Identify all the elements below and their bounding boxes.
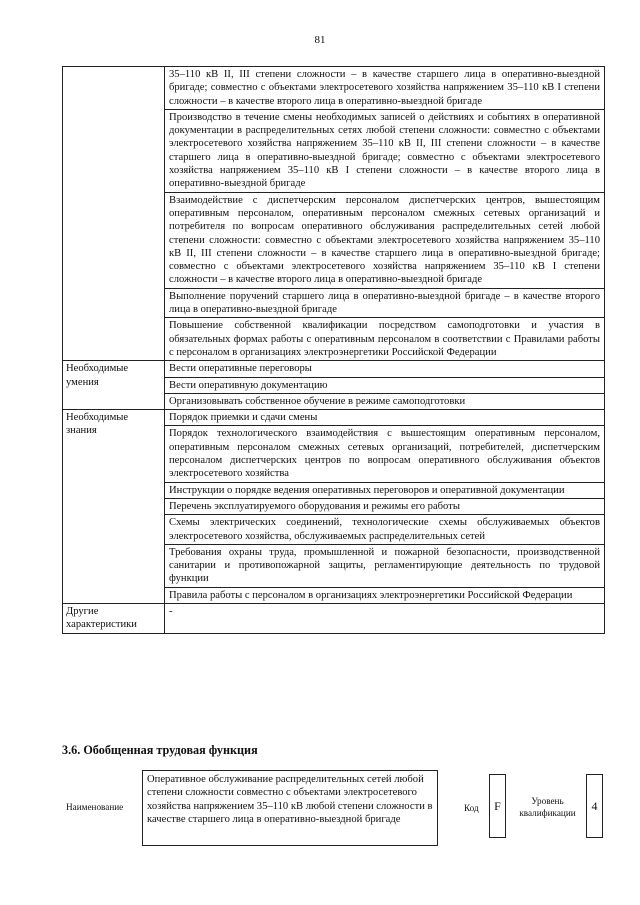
table-row — [63, 361, 605, 377]
row-text: Схемы электрических соединений, технологические схемы обслуживаемых объектов электросетевого хозяйства, обслуживаемых распределительных сетей — [165, 515, 605, 545]
row-text: - — [165, 603, 605, 633]
row-text: Вести оперативную документацию — [165, 377, 605, 393]
row-label: Необходимые умения — [63, 361, 165, 410]
table-row — [63, 410, 605, 426]
code-value-box: F — [489, 774, 506, 838]
name-label: Наименование — [66, 802, 124, 812]
row-text: Выполнение поручений старшего лица в оперативно-выездной бригаде – в качестве второго лица в оперативно-выездной бригаде — [165, 288, 605, 318]
code-label: Код — [464, 803, 479, 813]
row-text: Требования охраны труда, промышленной и пожарной безопасности, производственной санитарии и противопожарной защиты, регламентирующие деятельность по трудовой функции — [165, 544, 605, 587]
section-heading: 3.6. Обобщенная трудовая функция — [62, 743, 258, 757]
row-text: Правила работы с персоналом в организациях электроэнергетики Российской Федерации — [165, 587, 605, 603]
level-label: Уровень квалификации — [519, 796, 576, 818]
row-text: Производство в течение смены необходимых записей о действиях и событиях в оперативной документации в распределительных сетях любой степени сложности: совместно с объектами электросетевого хозяйства напряжением 35–110 кВ II, III степени сложности – в качестве старшего лица в оперативно-выездной бригаде; совместно с объектами электросетевого хозяйства напряжением 35–110 кВ I степени сложности – в качестве второго лица в оперативно-выездной бригаде — [165, 109, 605, 192]
labor-function-table — [62, 66, 605, 634]
page-number: 81 — [314, 34, 326, 46]
row-text: 35–110 кВ II, III степени сложности – в качестве старшего лица в оперативно-выездной бригаде; совместно с объектами электросетевого хозяйства напряжением 35–110 кВ I степени сложности – в качестве второго лица в оперативно-выездной бригаде — [165, 67, 605, 110]
row-text: Организовывать собственное обучение в режиме самоподготовки — [165, 393, 605, 409]
row-text: Порядок технологического взаимодействия с вышестоящим оперативным персоналом, оперативным персоналом смежных сетевых организаций, потребителей, диспетчерским персоналом диспетчерских центров по вопросам оперативного обслуживания объектов электросетевого хозяйства — [165, 426, 605, 482]
row-text: Инструкции о порядке ведения оперативных переговоров и оперативной документации — [165, 482, 605, 498]
row-text: Перечень эксплуатируемого оборудования и режимы его работы — [165, 498, 605, 514]
generalized-function-block — [62, 770, 605, 850]
row-label: Другие характеристики — [63, 603, 165, 633]
row-text: Повышение собственной квалификации посредством самоподготовки и участия в обязательных формах работы с оперативным персоналом в соответствии с Правилами работы с персоналом в организациях электроэнергетики Российской Федерации — [165, 318, 605, 361]
row-text: Вести оперативные переговоры — [165, 361, 605, 377]
row-text: Взаимодействие с диспетчерским персоналом диспетчерских центров, вышестоящим оперативным персоналом, оперативным персоналом смежных сетевых организаций и потребителя по вопросам оперативного обслуживания распределительных сетей любой степени сложности: совместно с объектами электросетевого хозяйства напряжением 35–110 кВ II, III степени сложности – в качестве старшего лица в оперативно-выездной бригаде; совместно с объектами электросетевого хозяйства напряжением 35–110 кВ I степени сложности – в качестве второго лица в оперативно-выездной бригаде — [165, 192, 605, 288]
table-row — [63, 67, 605, 110]
table-row — [63, 603, 605, 633]
row-text: Порядок приемки и сдачи смены — [165, 410, 605, 426]
function-name-box: Оперативное обслуживание распределительных сетей любой степени сложности совместно с объектами электросетевого хозяйства напряжением 35–110 кВ любой степени сложности в качестве старшего лица в оперативно-выездной бригаде — [142, 770, 438, 846]
row-label: Необходимые знания — [63, 410, 165, 604]
level-value-box: 4 — [586, 774, 603, 838]
row-label — [63, 67, 165, 361]
